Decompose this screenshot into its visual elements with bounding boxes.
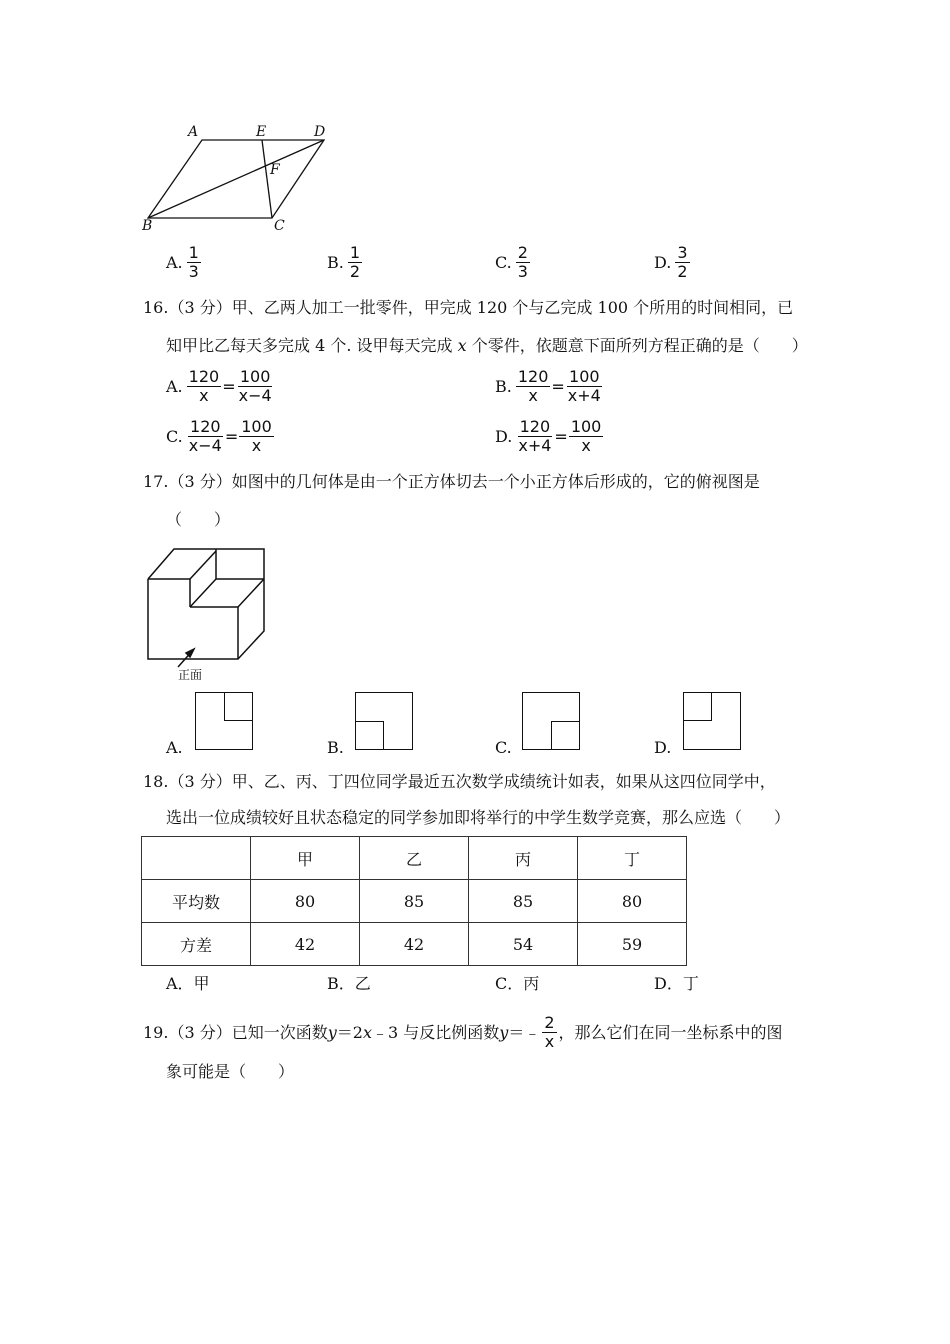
q17-option-d-label[interactable]: D. bbox=[654, 738, 672, 757]
parallelogram-figure bbox=[138, 118, 338, 236]
q16-option-d[interactable]: D. $\frac{120}{x+4}$ = $\frac{100}{x}$ bbox=[495, 417, 602, 455]
table-cell: 丁 bbox=[578, 837, 687, 880]
label-e: E bbox=[256, 124, 267, 140]
q18-text-line2: 选出一位成绩较好且状态稳定的同学参加即将举行的中学生数学竞赛，那么应选（ ） bbox=[166, 808, 791, 827]
q15-option-d[interactable]: D. $\frac{3}{2}$ bbox=[654, 243, 688, 281]
table-cell: 85 bbox=[360, 880, 469, 923]
label-c: C bbox=[274, 218, 285, 234]
q16-option-a[interactable]: A. $\frac{120}{x}$ = $\frac{100}{x-4}$ bbox=[166, 367, 272, 405]
table-cell: 乙 bbox=[360, 837, 469, 880]
q18-text-line1: 18.（3 分）甲、乙、丙、丁四位同学最近五次数学成绩统计如表，如果从这四位同学中， bbox=[143, 772, 776, 791]
table-cell: 甲 bbox=[251, 837, 360, 880]
q17-option-c-icon[interactable] bbox=[522, 692, 580, 750]
q15-option-b[interactable]: B. $\frac{1}{2}$ bbox=[327, 243, 361, 281]
label-d: D bbox=[314, 124, 326, 140]
q16-text-line2: 知甲比乙每天多完成 4 个. 设甲每天完成 x 个零件，依题意下面所列方程正确的是（ ） bbox=[166, 336, 808, 355]
q15-option-a[interactable]: A. $\frac{1}{3}$ bbox=[166, 243, 199, 281]
table-cell: 丙 bbox=[469, 837, 578, 880]
table-row bbox=[142, 880, 687, 923]
q17-option-d-icon[interactable] bbox=[683, 692, 741, 750]
table-header-row bbox=[142, 837, 687, 880]
table-cell: 80 bbox=[578, 880, 687, 923]
q17-option-a-label[interactable]: A. bbox=[166, 738, 183, 757]
q18-option-a[interactable]: A．甲 bbox=[166, 974, 210, 993]
q16-option-c[interactable]: C. $\frac{120}{x-4}$ = $\frac{100}{x}$ bbox=[166, 417, 272, 455]
table-cell: 平均数 bbox=[142, 880, 251, 923]
label-b: B bbox=[142, 218, 153, 234]
q18-option-c[interactable]: C．丙 bbox=[495, 974, 540, 993]
q16-text-line1: 16.（3 分）甲、乙两人加工一批零件，甲完成 120 个与乙完成 100 个所用的时间相同，已 bbox=[143, 298, 794, 317]
fraction: $\frac{3}{2}$ bbox=[677, 243, 688, 281]
table-cell: 54 bbox=[469, 923, 578, 966]
q15-option-c[interactable]: C. $\frac{2}{3}$ bbox=[495, 243, 528, 281]
table-cell: 方差 bbox=[142, 923, 251, 966]
q17-text-line1: 17.（3 分）如图中的几何体是由一个正方体切去一个小正方体后形成的，它的俯视图是 bbox=[143, 472, 760, 491]
table-cell bbox=[142, 837, 251, 880]
front-label: 正面 bbox=[178, 668, 203, 680]
q19-text-line1: 19.（3 分）已知一次函数 y ＝2 x ﹣3 与反比例函数 y ＝﹣ $\frac{2}{x}$ ，那么它们在同一坐标系中的图 bbox=[143, 1013, 783, 1051]
q18-option-b[interactable]: B．乙 bbox=[327, 974, 371, 993]
table-cell: 85 bbox=[469, 880, 578, 923]
scores-table bbox=[141, 836, 687, 966]
fraction: $\frac{1}{3}$ bbox=[188, 243, 199, 281]
q17-option-c-label[interactable]: C. bbox=[495, 738, 512, 757]
table-cell: 80 bbox=[251, 880, 360, 923]
cube-figure bbox=[142, 545, 272, 680]
table-cell: 42 bbox=[251, 923, 360, 966]
q17-option-a-icon[interactable] bbox=[195, 692, 253, 750]
label-f: F bbox=[270, 162, 280, 178]
table-cell: 42 bbox=[360, 923, 469, 966]
label-a: A bbox=[188, 124, 199, 140]
q17-text-line2: （ ） bbox=[166, 510, 231, 529]
fraction: $\frac{1}{2}$ bbox=[349, 243, 361, 281]
fraction: $\frac{2}{3}$ bbox=[517, 243, 528, 281]
q18-option-d[interactable]: D．丁 bbox=[654, 974, 699, 993]
q17-option-b-icon[interactable] bbox=[355, 692, 413, 750]
fraction: $\frac{2}{x}$ bbox=[544, 1013, 555, 1051]
q19-text-line2: 象可能是（ ） bbox=[166, 1062, 295, 1081]
q16-option-b[interactable]: B. $\frac{120}{x}$ = $\frac{100}{x+4}$ bbox=[495, 367, 601, 405]
table-row bbox=[142, 923, 687, 966]
table-cell: 59 bbox=[578, 923, 687, 966]
q17-option-b-label[interactable]: B. bbox=[327, 738, 344, 757]
